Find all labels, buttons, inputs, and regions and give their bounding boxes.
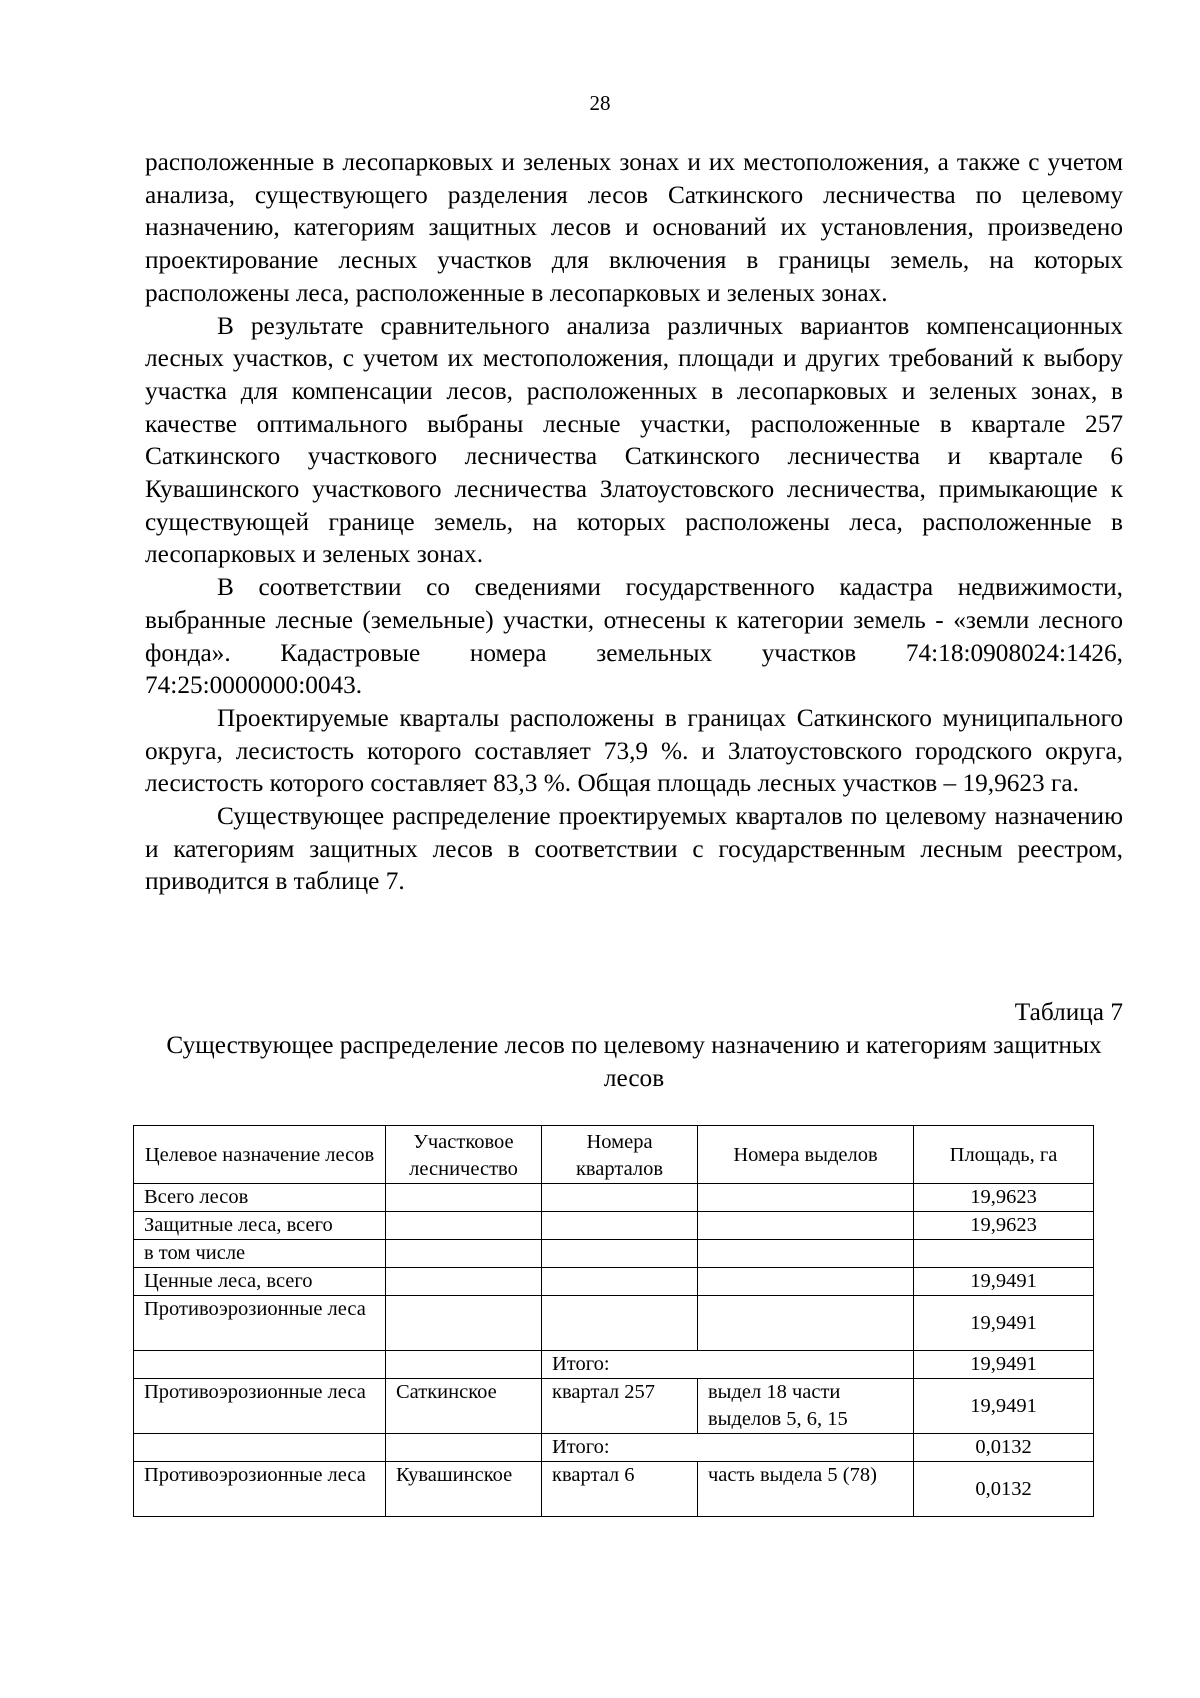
table-row-subtotal	[134, 1351, 1094, 1379]
header-quarters: Номера кварталов	[542, 1126, 698, 1184]
cell-quarters: квартал 257	[542, 1379, 698, 1434]
cell-area: 0,0132	[914, 1434, 1094, 1462]
cell-plots	[698, 1296, 914, 1351]
cell-empty	[386, 1351, 542, 1379]
cell-purpose: в том числе	[134, 1240, 386, 1268]
cell-plots	[698, 1212, 914, 1240]
table-row-subtotal	[134, 1434, 1094, 1462]
table-title: Существующее распределение лесов по целевому назначению и категориям защитных лесов	[166, 1031, 1102, 1092]
header-purpose: Целевое назначение лесов	[134, 1126, 386, 1184]
cell-quarters: квартал 6	[542, 1462, 698, 1517]
cell-purpose: Всего лесов	[134, 1184, 386, 1212]
forest-distribution-table	[133, 1125, 1094, 1517]
cell-quarters	[542, 1240, 698, 1268]
cell-quarters	[542, 1184, 698, 1212]
cell-area	[914, 1240, 1094, 1268]
cell-quarters	[542, 1296, 698, 1351]
table-row	[134, 1212, 1094, 1240]
cell-empty	[134, 1434, 386, 1462]
cell-purpose: Защитные леса, всего	[134, 1212, 386, 1240]
cell-area: 19,9491	[914, 1379, 1094, 1434]
header-forestry: Участковое лесничество	[386, 1126, 542, 1184]
cell-area: 19,9491	[914, 1268, 1094, 1296]
table-row	[134, 1462, 1094, 1517]
cell-quarters	[542, 1212, 698, 1240]
paragraph-4: Проектируемые кварталы расположены в границах Саткинского муниципального округа, лесистость которого составляет 73,9 %. и Златоустовского городского округа, лесистость которого составляет 83,3 %. Общая площадь лесных участков – 19,9623 га.	[145, 703, 1123, 798]
table-row	[134, 1240, 1094, 1268]
body-text	[145, 146, 1123, 898]
cell-forestry: Кувашинское	[386, 1462, 542, 1517]
cell-area: 19,9623	[914, 1212, 1094, 1240]
subtotal-label: Итого:	[542, 1434, 914, 1462]
cell-forestry: Саткинское	[386, 1379, 542, 1434]
cell-empty	[386, 1434, 542, 1462]
cell-forestry	[386, 1296, 542, 1351]
paragraph-1: расположенные в лесопарковых и зеленых зонах и их местоположения, а также с учетом анализа, существующего разделения лесов Саткинского лесничества по целевому назначению, категориям защитных лесов и оснований их установления, произведено проектирование лесных участков для включения в границы земель, на которых расположены леса, расположенные в лесопарковых и зеленых зонах.	[145, 148, 1123, 307]
cell-forestry	[386, 1184, 542, 1212]
page-number: 28	[589, 91, 611, 115]
paragraph-2: В результате сравнительного анализа различных вариантов компенсационных лесных участков, с учетом их местоположения, площади и других требований к выбору участка для компенсации лесов, расположенных в лесопарковых и зеленых зонах, в качестве оптимального выбраны лесные участки, расположенные в квартале 257 Саткинского участкового лесничества Саткинского лесничества и квартале 6 Кувашинского участкового лесничества Златоустовского лесничества, примыкающие к существующей границе земель, на которых расположены леса, расположенные в лесопарковых и зеленых зонах.	[145, 311, 1123, 569]
cell-plots	[698, 1240, 914, 1268]
header-area: Площадь, га	[914, 1126, 1094, 1184]
cell-purpose: Противоэрозионные леса	[134, 1462, 386, 1517]
table-row	[134, 1296, 1094, 1351]
paragraph-5: Существующее распределение проектируемых кварталов по целевому назначению и категориям защитных лесов в соответствии с государственным лесным реестром, приводится в таблице 7.	[145, 802, 1123, 896]
table-row	[134, 1184, 1094, 1212]
cell-plots: выдел 18 части выделов 5, 6, 15	[698, 1379, 914, 1434]
cell-area: 19,9491	[914, 1351, 1094, 1379]
cell-empty	[134, 1351, 386, 1379]
header-plots: Номера выделов	[698, 1126, 914, 1184]
cell-plots	[698, 1268, 914, 1296]
cell-purpose: Противоэрозионные леса	[134, 1296, 386, 1351]
cell-forestry	[386, 1240, 542, 1268]
cell-area: 19,9491	[914, 1296, 1094, 1351]
cell-purpose: Противоэрозионные леса	[134, 1379, 386, 1434]
cell-forestry	[386, 1268, 542, 1296]
cell-plots: часть выдела 5 (78)	[698, 1462, 914, 1517]
table-row	[134, 1268, 1094, 1296]
cell-plots	[698, 1184, 914, 1212]
table-label: Таблица 7	[1014, 998, 1123, 1026]
cell-forestry	[386, 1212, 542, 1240]
cell-area: 19,9623	[914, 1184, 1094, 1212]
cell-area: 0,0132	[914, 1462, 1094, 1517]
table-row	[134, 1379, 1094, 1434]
subtotal-label: Итого:	[542, 1351, 914, 1379]
cell-quarters	[542, 1268, 698, 1296]
paragraph-3: В соответствии со сведениями государственного кадастра недвижимости, выбранные лесные (земельные) участки, отнесены к категории земель - «земли лесного фонда». Кадастровые номера земельных участков 74:18:0908024:1426, 74:25:0000000:0043.	[145, 573, 1123, 700]
table-header-row	[134, 1126, 1094, 1184]
cell-purpose: Ценные леса, всего	[134, 1268, 386, 1296]
